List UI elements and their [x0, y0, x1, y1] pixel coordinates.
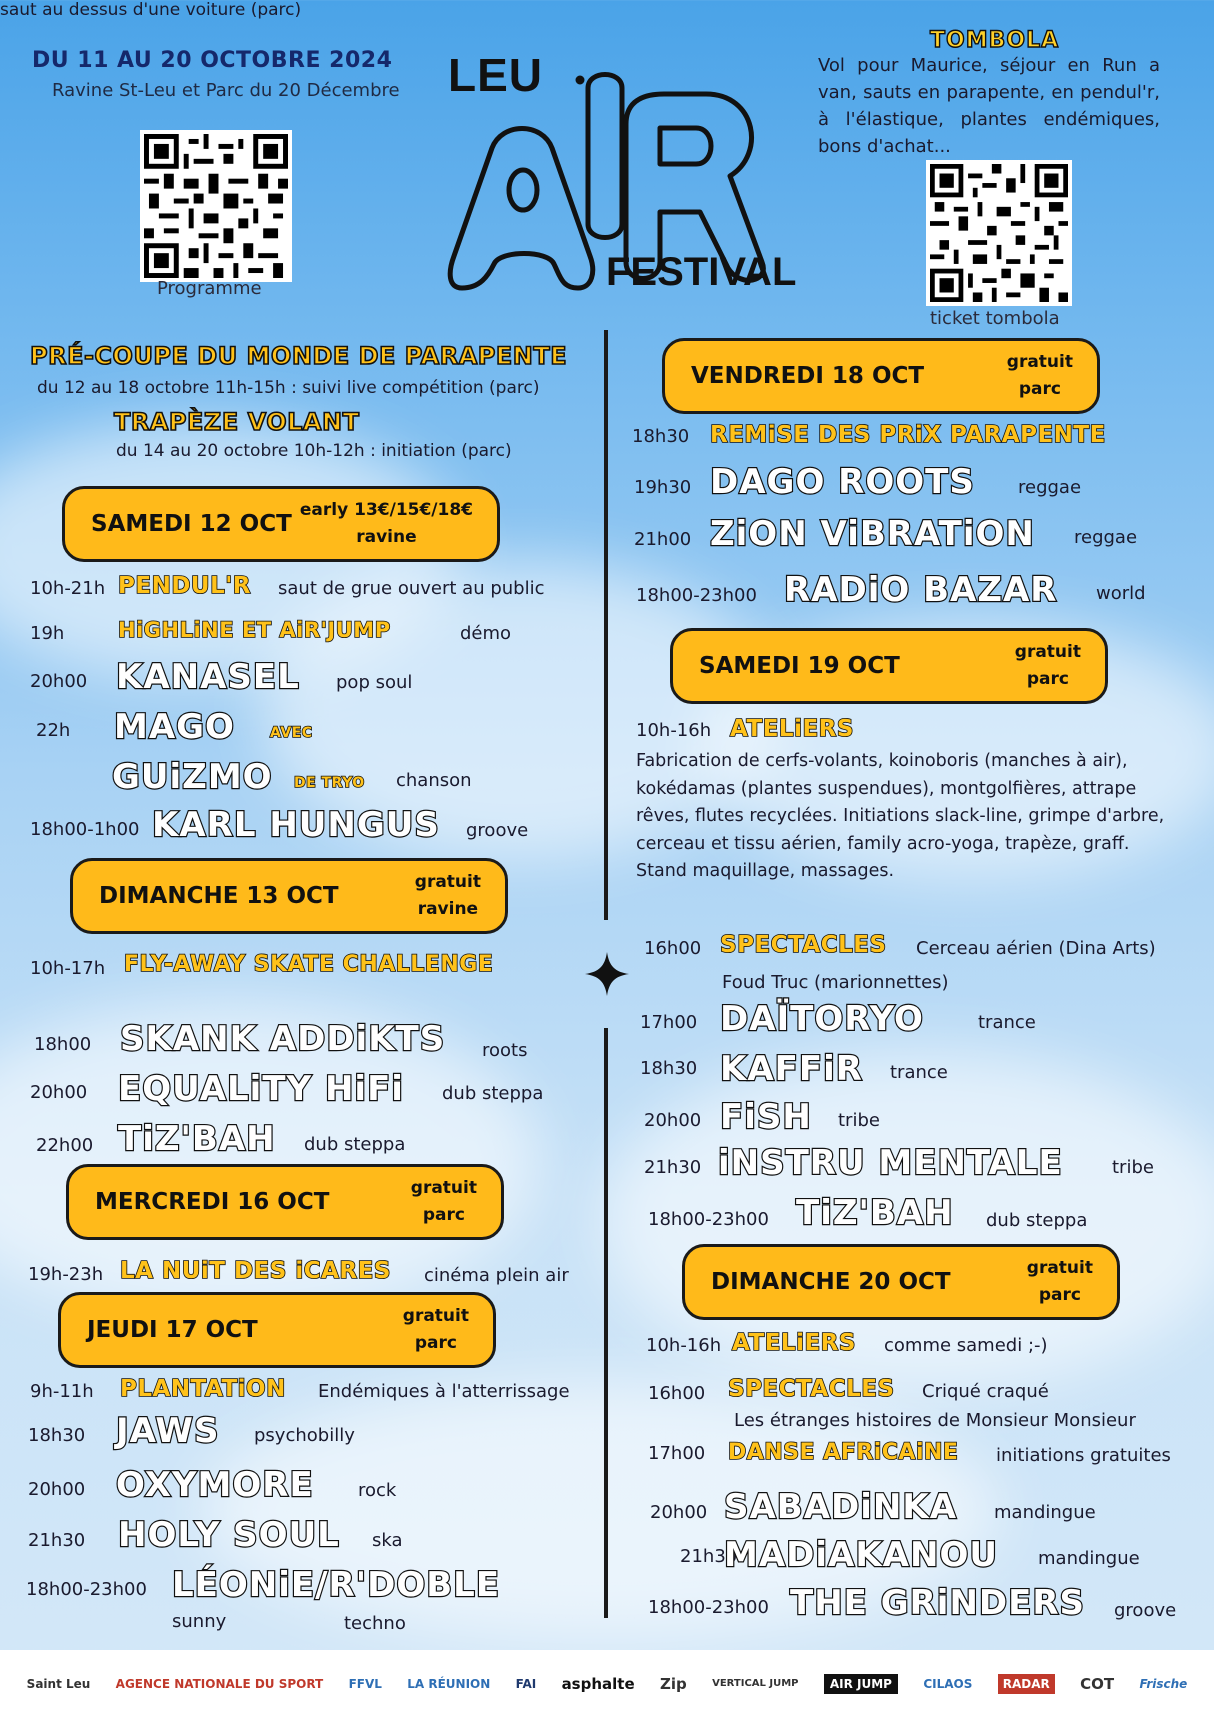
event-act: SKANK ADDiKTS — [120, 1019, 446, 1059]
event-time: 18h00-23h00 — [648, 1209, 769, 1230]
event-time: 18h00-23h00 — [636, 585, 757, 606]
event-time: 20h00 — [650, 1502, 708, 1523]
day-label: SAMEDI 19 OCT — [699, 653, 900, 679]
sponsor-logo: COT — [1080, 1674, 1115, 1693]
event-act: GUiZMO — [112, 757, 273, 797]
event-act: PENDUL'R — [118, 573, 251, 599]
event-act: JAWS — [116, 1411, 220, 1451]
event-time: 21h30 — [680, 1546, 738, 1567]
qr-programme-label: Programme — [157, 278, 262, 299]
day-info: gratuit parc — [1006, 352, 1073, 399]
event-time: 16h00 — [644, 938, 702, 959]
event-genre: reggae — [1074, 527, 1138, 548]
event-time: 20h00 — [28, 1479, 86, 1500]
event-time: 18h30 — [640, 1058, 698, 1079]
event-time: 21h30 — [644, 1157, 702, 1178]
event-time: 18h30 — [632, 426, 690, 447]
sponsor-logo: LA RÉUNION — [407, 1676, 491, 1691]
event-genre: psychobilly — [254, 1425, 355, 1446]
event-time: 19h30 — [634, 477, 692, 498]
sponsor-logo: Saint Leu — [26, 1676, 91, 1691]
event-act: RADiO BAZAR — [784, 570, 1058, 610]
event-time: 20h00 — [30, 671, 88, 692]
event-act: MAGO — [114, 707, 235, 747]
event-act: TiZ'BAH — [118, 1119, 276, 1159]
event-time: 20h00 — [30, 1082, 88, 1103]
event-act: iNSTRU MENTALE — [718, 1143, 1063, 1183]
event-genre-2: techno — [344, 1613, 406, 1634]
event-act: OXYMORE — [116, 1465, 314, 1505]
sponsor-logo: CILAOS — [923, 1676, 973, 1691]
divider-star-icon — [585, 952, 629, 996]
sponsor-bar — [0, 1650, 1214, 1717]
event-act: PLANTATiON — [120, 1376, 286, 1402]
day-info: gratuit parc — [1014, 642, 1081, 689]
qr-programme-icon — [144, 134, 288, 278]
event-time: 22h00 — [36, 1135, 94, 1156]
event-genre: mandingue — [994, 1502, 1096, 1523]
day-label: MERCREDI 16 OCT — [95, 1189, 330, 1215]
festival-venue: Ravine St-Leu et Parc du 20 Décembre — [52, 80, 400, 101]
event-genre: ska — [372, 1530, 403, 1551]
sponsor-logo: RADAR — [998, 1674, 1055, 1694]
sponsor-logo: AGENCE NATIONALE DU SPORT — [115, 1676, 324, 1691]
qr-code-programme[interactable] — [140, 130, 292, 282]
event-genre: rock — [358, 1480, 397, 1501]
event-genre: DE TRYO — [294, 775, 365, 791]
event-time: 21h00 — [634, 529, 692, 550]
festival-dates: DU 11 AU 20 OCTOBRE 2024 — [32, 48, 393, 73]
event-time: 19h — [30, 623, 65, 644]
event-genre-2: chanson — [396, 770, 472, 791]
day-label: SAMEDI 12 OCT — [91, 511, 292, 537]
event-genre: trance — [978, 1012, 1036, 1033]
event-act: SPECTACLES — [728, 1376, 895, 1402]
ateliers-title: ATELiERS — [730, 716, 854, 742]
event-act: EQUALiTY HiFi — [118, 1069, 404, 1109]
event-act: MADiAKANOU — [724, 1535, 998, 1575]
column-divider-top — [604, 330, 608, 920]
event-genre: groove — [466, 820, 529, 841]
day-header-sam12 — [62, 486, 500, 562]
event-time: 18h00-1h00 — [30, 819, 140, 840]
pre-coupe-title: PRÉ-COUPE DU MONDE DE PARAPENTE — [30, 342, 568, 370]
event-genre: Criqué craqué — [922, 1381, 1049, 1402]
event-genre: sunny — [172, 1611, 227, 1632]
event-genre: démo — [460, 623, 512, 644]
sponsor-logo: Zip — [659, 1674, 687, 1693]
spectacles-title: SPECTACLES — [720, 932, 887, 958]
event-act: KARL HUNGUS — [152, 805, 440, 845]
event-time: 19h-23h — [28, 1264, 104, 1285]
event-genre: initiations gratuites — [996, 1445, 1171, 1466]
event-act: DANSE AFRiCAiNE — [728, 1440, 959, 1465]
event-genre: groove — [1114, 1600, 1177, 1621]
event-genre: tribe — [1112, 1157, 1154, 1178]
pre-coupe-sub: du 12 au 18 octobre 11h-15h : suivi live compétition (parc) — [37, 378, 540, 398]
event-time: 20h00 — [644, 1110, 702, 1131]
event-genre: cinéma plein air — [424, 1265, 569, 1286]
event-act: THE GRiNDERS — [790, 1583, 1086, 1623]
day-label: DIMANCHE 20 OCT — [711, 1269, 951, 1295]
event-time: 10h-17h — [30, 958, 106, 979]
event-time: 22h — [36, 720, 71, 741]
event-time: 18h30 — [28, 1425, 86, 1446]
event-genre: pop soul — [336, 672, 413, 693]
event-act: ZiON ViBRATiON — [710, 514, 1035, 554]
event-time: 16h00 — [648, 1383, 706, 1404]
event-genre: Endémiques à l'atterrissage — [318, 1381, 570, 1402]
event-time: 21h30 — [28, 1530, 86, 1551]
day-info: gratuit parc — [402, 1306, 469, 1353]
event-genre: reggae — [1018, 477, 1082, 498]
day-header-mer16 — [66, 1164, 504, 1240]
event-act: SABADiNKA — [724, 1487, 958, 1527]
trapeze-sub: du 14 au 20 octobre 10h-12h : initiation (parc) — [116, 441, 512, 461]
day-label: VENDREDI 18 OCT — [691, 363, 925, 389]
spectacles-sub: Cerceau aérien (Dina Arts) — [916, 938, 1156, 959]
event-genre: saut de grue ouvert au public — [278, 578, 545, 599]
day-label: JEUDI 17 OCT — [87, 1317, 258, 1343]
sponsor-logo: asphalte — [561, 1674, 635, 1693]
event-act: LA NUiT DES iCARES — [120, 1258, 391, 1284]
event-act: FLY-AWAY SKATE CHALLENGE — [124, 952, 494, 977]
event-time: 9h-11h — [30, 1381, 94, 1402]
sponsor-logo: FAI — [515, 1676, 537, 1691]
event-genre: trance — [890, 1062, 948, 1083]
event-act: LÉONiE/R'DOBLE — [172, 1565, 501, 1605]
day-info: early 13€/15€/18€ ravine — [299, 500, 473, 547]
sponsor-logo: FFVL — [348, 1676, 382, 1691]
event-genre: comme samedi ;-) — [884, 1335, 1048, 1356]
logo-leu: LEU — [448, 49, 543, 101]
event-act: FiSH — [720, 1097, 812, 1137]
day-header-ven18 — [662, 338, 1100, 414]
event-act: KAFFiR — [720, 1049, 863, 1089]
event-time: 10h-16h — [636, 720, 712, 741]
event-act: DAGO ROOTS — [710, 462, 975, 502]
tombola-title: TOMBOLA — [930, 28, 1060, 53]
day-header-dim20 — [682, 1244, 1120, 1320]
event-genre: tribe — [838, 1110, 880, 1131]
event-genre: dub steppa — [304, 1134, 406, 1155]
spectacles-sub-2: Foud Truc (marionnettes) — [722, 972, 949, 993]
day-header-dim13 — [70, 858, 508, 934]
event-act: HOLY SOUL — [118, 1515, 340, 1555]
day-label: DIMANCHE 13 OCT — [99, 883, 339, 909]
event-time: 18h00 — [34, 1034, 92, 1055]
event-act: DAÏTORYO — [720, 999, 924, 1039]
event-genre: dub steppa — [986, 1210, 1088, 1231]
event-genre: saut au dessus d'une voiture (parc) — [0, 0, 302, 20]
qr-tombola-icon — [930, 164, 1068, 302]
event-genre: world — [1096, 583, 1146, 604]
ateliers-text: Fabrication de cerfs-volants, koinoboris (manches à air), kokédamas (plantes suspendues), montgolfières, attrape rêves, flutes recyclées. Initiations slack-line, grimpe d'arbre, cerceau et tissu aérien, family acro-yoga, trapèze, graff. Stand maquillage, massages. — [636, 751, 1165, 881]
event-genre: AVEC — [270, 725, 313, 741]
event-act: KANASEL — [116, 657, 300, 697]
event-time: 18h00-23h00 — [26, 1579, 147, 1600]
sponsor-logo: AIR JUMP — [824, 1674, 898, 1694]
day-info: gratuit parc — [410, 1178, 477, 1225]
event-genre: mandingue — [1038, 1548, 1140, 1569]
sponsor-logo: VERTICAL JUMP — [712, 1678, 799, 1689]
day-header-sam19 — [670, 628, 1108, 704]
event-act: TiZ'BAH — [796, 1193, 954, 1233]
event-time: 17h00 — [648, 1443, 706, 1464]
logo-festival: FESTIVAL — [606, 250, 797, 294]
event-time: 10h-21h — [30, 578, 106, 599]
tombola-text: Vol pour Maurice, séjour en Run a van, sauts en parapente, en pendul'r, à l'élastique, plantes endémiques, bons d'achat... — [818, 55, 1160, 157]
column-divider-bottom — [604, 1028, 608, 1618]
event-genre-2: Les étranges histoires de Monsieur Monsieur — [734, 1410, 1136, 1431]
event-time: 18h00-23h00 — [648, 1597, 769, 1618]
qr-code-tombola[interactable] — [926, 160, 1072, 306]
event-act: HiGHLiNE ET AiR'JUMP — [118, 618, 391, 642]
event-genre: dub steppa — [442, 1083, 544, 1104]
event-genre: roots — [482, 1040, 528, 1061]
event-time: 10h-16h — [646, 1335, 722, 1356]
qr-tombola-label: ticket tombola — [930, 308, 1060, 329]
event-act: REMiSE DES PRiX PARAPENTE — [710, 422, 1106, 448]
event-act: ATELiERS — [732, 1330, 856, 1356]
sponsor-logo: Frische — [1139, 1676, 1188, 1691]
day-info: gratuit parc — [1026, 1258, 1093, 1305]
trapeze-title: TRAPÈZE VOLANT — [114, 408, 360, 436]
event-time: 17h00 — [640, 1012, 698, 1033]
day-info: gratuit ravine — [414, 872, 481, 919]
day-header-jeu17 — [58, 1292, 496, 1368]
